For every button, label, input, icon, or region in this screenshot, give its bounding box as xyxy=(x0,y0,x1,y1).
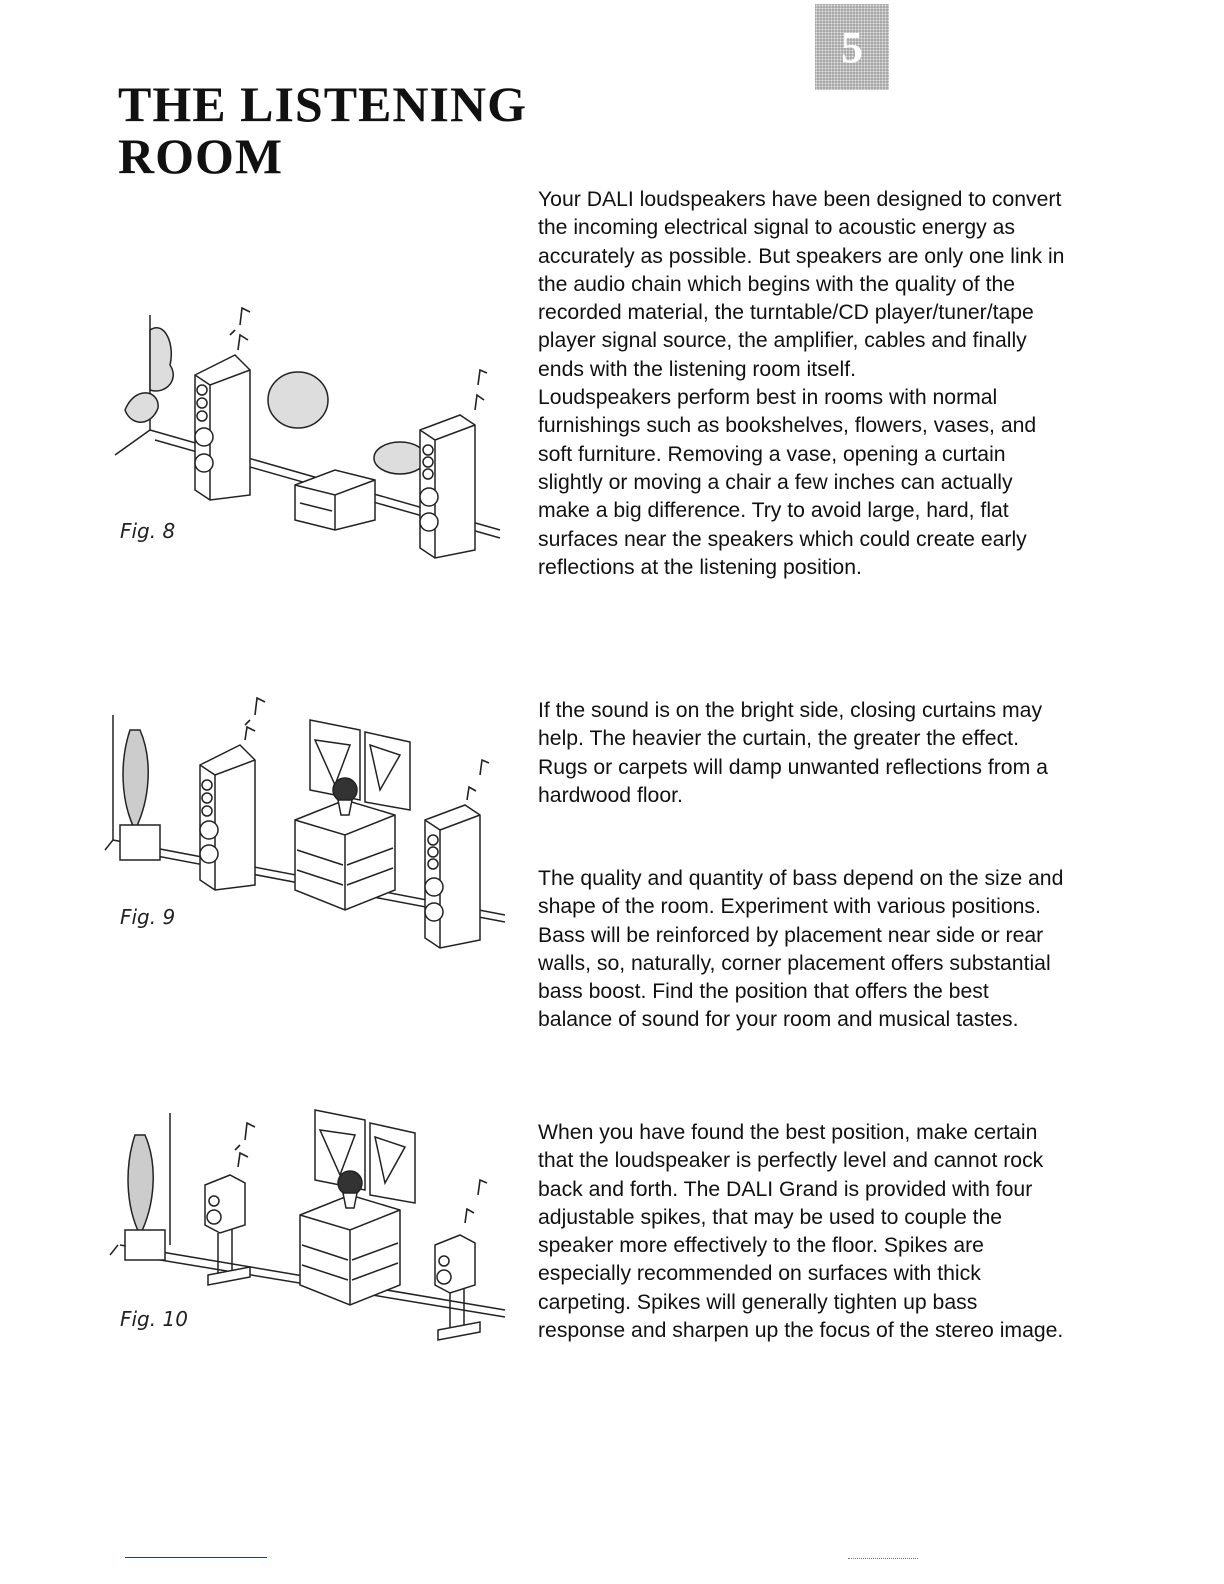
brick-patch-icon xyxy=(268,372,328,428)
brick-patch-icon xyxy=(374,442,426,474)
paragraph-audio-chain: Your DALI loudspeakers have been designed to convert the incoming electrical signal to acoustic energy as accurately as possible. But speakers are only one link in the audio chain which begins with the quality of the recorded material, the turntable/CD player/tuner/tape player signal source, the amplifier, cables and finally ends with the listening room itself. xyxy=(538,188,1065,381)
paragraph-furnishings: Loudspeakers perform best in rooms with normal furnishings such as bookshelves, flowers, vases, and soft furniture. Removing a vase, opening a curtain slightly or moving a chair a few inches can actually make a big difference. Try to avoid large, hard, flat surfaces near the speakers which could create early reflections at the listening position. xyxy=(538,386,1037,579)
wall-picture-icon xyxy=(310,720,410,810)
title-line-2: ROOM xyxy=(118,128,284,184)
amplifier-unit xyxy=(295,470,375,530)
chapter-badge: 5 xyxy=(815,4,889,90)
paragraph-spikes: When you have found the best position, make certain that the loudspeaker is perfectly level and cannot rock back and forth. The DALI Grand is provided with four adjustable spikes, that may be used to couple the speaker more effectively to the floor. Spikes are especially recommended on surfaces with thick carpeting. Spikes will generally tighten up bass response and sharpen up the focus of the stereo image. xyxy=(538,1121,1064,1343)
footer-dotted-rule xyxy=(848,1558,918,1559)
potted-plant-icon xyxy=(125,1135,165,1260)
floorstanding-speaker-left xyxy=(195,355,250,500)
floorstanding-speaker-left xyxy=(200,745,255,890)
figure-9-caption: Fig. 9 xyxy=(120,905,176,929)
floorstanding-speaker-right xyxy=(420,415,475,558)
wall-picture-icon xyxy=(315,1110,415,1203)
footer-rule xyxy=(125,1557,267,1558)
figure-10-caption: Fig. 10 xyxy=(120,1307,188,1331)
paragraph-curtains: If the sound is on the bright side, closing curtains may help. The heavier the curtain, the greater the effect. Rugs or carpets will damp unwanted reflections from a hardwood floor. xyxy=(538,699,1048,807)
floorstanding-speaker-right xyxy=(425,805,480,948)
page-title xyxy=(118,78,527,182)
bookshelf-speaker-right xyxy=(435,1235,480,1340)
figure-8-caption: Fig. 8 xyxy=(120,519,176,543)
brick-patch-icon xyxy=(125,393,158,422)
intro-paragraph xyxy=(538,186,1068,582)
brick-patch-icon xyxy=(150,328,173,391)
potted-plant-icon xyxy=(120,730,160,860)
title-line-1: THE LISTENING xyxy=(118,76,527,132)
paragraph-bass: The quality and quantity of bass depend on the size and shape of the room. Experiment with various positions. Bass will be reinforced by placement near side or rear walls, so, naturally, corner placement offers substantial bass boost. Find the position that offers the best balance of sound for your room and musical tastes. xyxy=(538,867,1064,1032)
